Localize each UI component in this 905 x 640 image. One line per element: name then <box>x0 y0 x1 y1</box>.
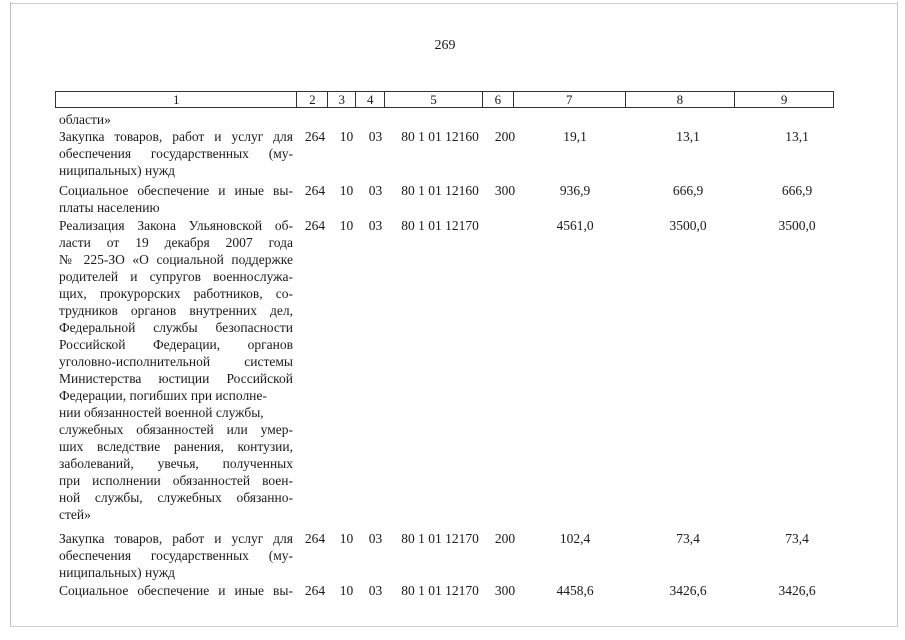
row-description <box>59 530 293 581</box>
table-cell-col-7: 4458,6 <box>556 583 594 598</box>
description-line: Федеральной службы безопасности <box>59 320 293 335</box>
description-line: родителей и супругов военнослужа- <box>59 269 293 284</box>
table-cell-col-9: 3426,6 <box>778 583 816 598</box>
description-line: ласти от 19 декабря 2007 года <box>59 235 293 250</box>
table-cell-col-7: 936,9 <box>559 183 591 198</box>
description-line: стей» <box>59 507 91 522</box>
header-col-3: 3 <box>328 92 356 107</box>
description-line: платы населению <box>59 200 160 215</box>
page-border-bottom <box>10 626 898 627</box>
table-cell-col-9: 13,1 <box>785 129 809 144</box>
row-description <box>59 128 293 179</box>
table-cell-col-2: 264 <box>304 218 326 233</box>
description-line: Закупка товаров, работ и услуг для <box>59 531 293 546</box>
description-line: Министерства юстиции Российской <box>59 371 293 386</box>
table-cell-col-3: 10 <box>339 583 354 598</box>
table-cell-col-2: 264 <box>304 183 326 198</box>
description-line: ших вследствие ранения, контузии, <box>59 439 293 454</box>
table-cell-col-3: 10 <box>339 218 354 233</box>
table-cell-col-8: 666,9 <box>672 183 704 198</box>
description-line: Реализация Закона Ульяновской об- <box>59 218 293 233</box>
table-cell-col-2: 264 <box>304 531 326 546</box>
description-line: области» <box>59 112 111 127</box>
table-cell-col-8: 3426,6 <box>669 583 707 598</box>
description-line: Социальное обеспечение и иные вы- <box>59 583 293 598</box>
header-col-5: 5 <box>385 92 483 107</box>
table-cell-col-9: 3500,0 <box>778 218 816 233</box>
page-number: 269 <box>434 38 456 53</box>
table-cell-col-7: 102,4 <box>559 531 591 546</box>
table-cell-col-4: 03 <box>368 129 383 144</box>
table-cell-col-6: 200 <box>494 129 516 144</box>
table-cell-col-6: 200 <box>494 531 516 546</box>
table-cell-col-2: 264 <box>304 129 326 144</box>
header-col-6: 6 <box>483 92 514 107</box>
description-line: ниципальных) нужд <box>59 163 176 178</box>
table-cell-col-7: 19,1 <box>563 129 587 144</box>
description-line: нии обязанностей военной службы, <box>59 405 264 420</box>
description-line: Российской Федерации, органов <box>59 337 293 352</box>
row-description <box>59 582 293 599</box>
description-line: служебных обязанностей или умер- <box>59 422 293 437</box>
description-line: трудников органов внутренних дел, <box>59 303 293 318</box>
page-border-top <box>10 3 898 4</box>
table-cell-col-5: 80 1 01 12160 <box>401 129 479 144</box>
row-description <box>59 217 293 523</box>
description-line: Закупка товаров, работ и услуг для <box>59 129 293 144</box>
description-line: щих, прокурорских работников, со- <box>59 286 293 301</box>
table-header-row <box>55 91 834 108</box>
header-col-4: 4 <box>356 92 385 107</box>
header-col-7: 7 <box>514 92 626 107</box>
table-cell-col-5: 80 1 01 12170 <box>401 531 479 546</box>
table-cell-col-8: 73,4 <box>676 531 700 546</box>
description-line: ниципальных) нужд <box>59 565 176 580</box>
table-cell-col-6: 300 <box>494 183 516 198</box>
description-line: обеспечения государственных (му- <box>59 548 293 563</box>
header-col-2: 2 <box>297 92 328 107</box>
table-cell-col-8: 3500,0 <box>669 218 707 233</box>
table-cell-col-3: 10 <box>339 531 354 546</box>
description-line: уголовно-исполнительной системы <box>59 354 293 369</box>
description-line: при исполнении обязанностей воен- <box>59 473 293 488</box>
table-cell-col-4: 03 <box>368 583 383 598</box>
table-cell-col-5: 80 1 01 12170 <box>401 218 479 233</box>
description-line: Федерации, погибших при исполне- <box>59 388 267 403</box>
description-line: ной службы, служебных обязанно- <box>59 490 293 505</box>
table-cell-col-2: 264 <box>304 583 326 598</box>
description-line: № 225-ЗО «О социальной поддержке <box>59 252 293 267</box>
header-col-8: 8 <box>626 92 736 107</box>
table-cell-col-4: 03 <box>368 218 383 233</box>
table-cell-col-4: 03 <box>368 183 383 198</box>
table-cell-col-7: 4561,0 <box>556 218 594 233</box>
table-cell-col-6: 300 <box>494 583 516 598</box>
header-col-1: 1 <box>56 92 297 107</box>
table-cell-col-9: 73,4 <box>785 531 809 546</box>
description-line: обеспечения государственных (му- <box>59 146 293 161</box>
table-cell-col-3: 10 <box>339 129 354 144</box>
row-description <box>59 111 293 128</box>
description-line: Социальное обеспечение и иные вы- <box>59 183 293 198</box>
table-cell-col-9: 666,9 <box>781 183 813 198</box>
page-border-right <box>897 2 898 627</box>
table-cell-col-5: 80 1 01 12170 <box>401 583 479 598</box>
page-border-left <box>10 2 11 627</box>
table-cell-col-3: 10 <box>339 183 354 198</box>
table-cell-col-8: 13,1 <box>676 129 700 144</box>
table-cell-col-5: 80 1 01 12160 <box>401 183 479 198</box>
row-description <box>59 182 293 216</box>
table-cell-col-4: 03 <box>368 531 383 546</box>
header-col-9: 9 <box>780 92 788 107</box>
description-line: заболеваний, увечья, полученных <box>59 456 293 471</box>
